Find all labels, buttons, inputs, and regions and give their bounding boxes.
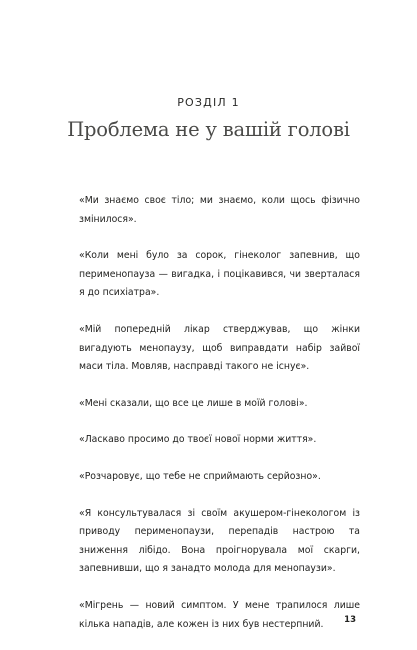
paragraph: «Ласкаво просимо до твоєї нової норми життя». [79, 434, 317, 446]
chapter-label: РОЗДІЛ 1 [177, 96, 240, 109]
paragraph: «Мігрень — новий симптом. У мене трапилося лише кілька нападів, але кожен із них був нестерпний. [79, 599, 360, 630]
paragraph: «Коли мені було за сорок, гінеколог запевнив, що перименопауза — вигадка, і поцікавився, чи зверталася я до психіатра». [79, 250, 360, 299]
page-number: 13 [344, 615, 356, 625]
chapter-title: Проблема не у вашій голові [67, 118, 350, 141]
paragraph: «Ми знаємо своє тіло; ми знаємо, коли щось фізично змінилося». [79, 195, 360, 225]
paragraph: «Мій попередній лікар стверджував, що жінки вигадують менопаузу, щоб виправдати набір зайвої маси тіла. Мовляв, насправді такого не існує». [79, 323, 360, 373]
paragraph: «Розчаровує, що тебе не сприймають серйозно». [79, 470, 321, 482]
paragraph: «Я консультувалася зі своїм акушером-гінекологом із приводу перименопаузи, перепадів настрою та зниження лібідо. Вона проігнорувала мої скарги, запевнивши, що я занадто молода для менопаузи». [79, 507, 360, 575]
paragraph: «Мені сказали, що все це лише в моїй голові». [79, 397, 308, 409]
body-text [79, 192, 360, 650]
